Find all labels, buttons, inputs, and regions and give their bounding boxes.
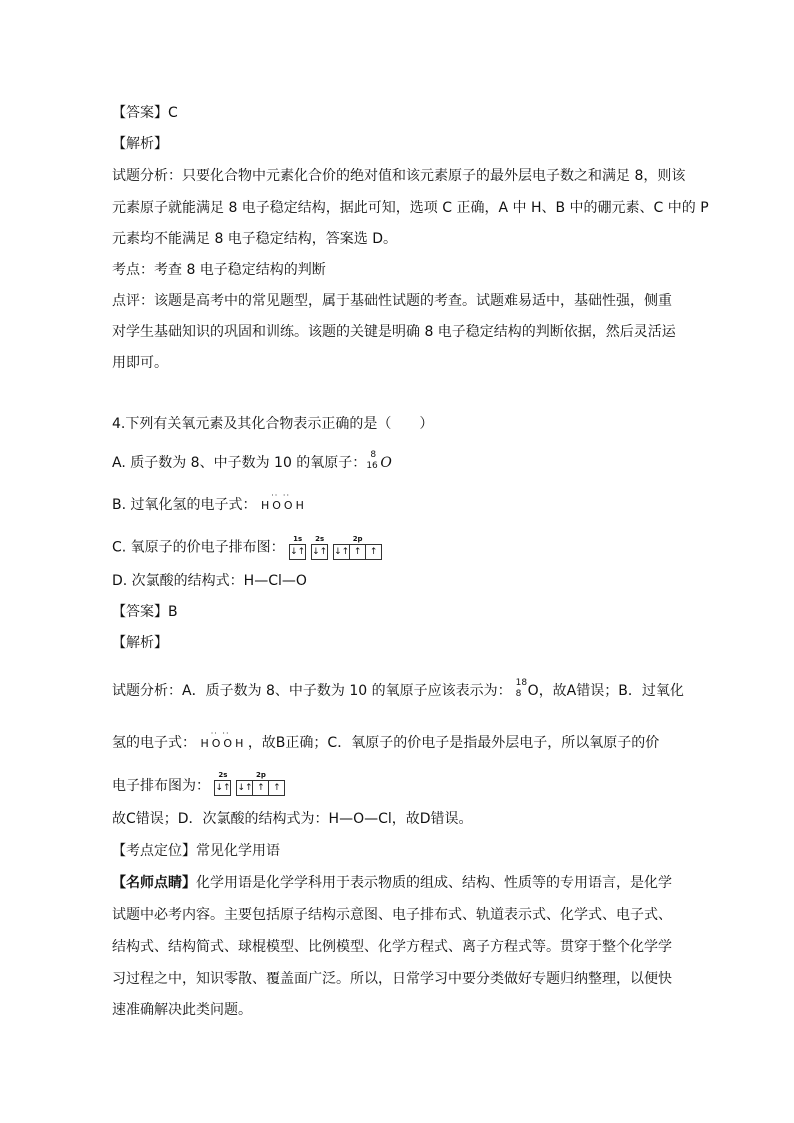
orbital-label-2p: 2p	[352, 535, 363, 543]
ef-atom-o2: ·· O	[282, 491, 293, 512]
orbital-box: ↑	[350, 545, 366, 559]
nuclide-notation-correct	[512, 678, 528, 701]
q4-mingshi-line-5: 速准确解决此类问题。	[112, 1002, 252, 1018]
q3-dianping-line-1: 点评：该题是高考中的常见题型，属于基础性试题的考查。试题难易适中，基础性强，侧重	[112, 293, 672, 309]
q4-stem: 4.下列有关氧元素及其化合物表示正确的是（ ）	[112, 416, 434, 432]
ef-atom-o2: ·· O	[222, 729, 233, 750]
exp1-text: 试题分析：A．质子数为 8、中子数为 10 的氧原子应该表示为：	[112, 683, 512, 699]
ef-atom-h2: H	[295, 499, 304, 512]
atomic-number-bottom: 8	[515, 689, 522, 699]
q3-kaodian: 考点：考查 8 电子稳定结构的判断	[112, 262, 326, 278]
element-symbol: O	[527, 683, 539, 699]
orbital-box: ↓↑	[237, 783, 253, 793]
q4-kaodian: 【考点定位】常见化学用语	[112, 843, 280, 859]
nuclide-notation	[366, 450, 380, 473]
orbital-diagram-explanation	[214, 771, 285, 796]
orbital-box: ↑	[369, 547, 378, 557]
ef-atom-o1: ·· O	[271, 491, 281, 512]
q4-option-c-text: C. 氧原子的价电子排布图：	[112, 539, 285, 556]
orbital-box: ↓↑	[290, 547, 306, 557]
q4-mingshi-line-2: 试题中必考内容。主要包括原子结构示意图、电子排布式、轨道表示式、化学式、电子式、	[112, 907, 672, 923]
exp3-head: 电子排布图为：	[112, 778, 210, 794]
q4-explanation-line-2	[112, 729, 660, 754]
orbital-box: ↓↑	[312, 547, 328, 557]
orbital-label-1s: 1s	[293, 535, 303, 543]
q3-answer: 【答案】C	[112, 105, 178, 121]
ef-atom-o1: ·· O	[210, 729, 221, 750]
q4-option-c	[112, 535, 382, 560]
orbital-box: ↓↑	[334, 547, 350, 557]
q4-explanation-line-3	[112, 771, 285, 796]
q4-explanation-line-1	[112, 678, 684, 701]
exp2-head: 氢的电子式：	[112, 735, 196, 751]
ef-atom-h2: H	[235, 737, 244, 750]
mass-number-bottom: 16	[366, 461, 378, 471]
q4-option-d: D. 次氯酸的结构式：H—Cl—O	[112, 573, 307, 589]
orbital-label-2s: 2s	[315, 535, 325, 543]
ef-atom-h1: H	[260, 499, 270, 512]
q4-mingshi-line-3: 结构式、结构简式、球棍模型、比例模型、化学方程式、离子方程式等。贯穿于整个化学学	[112, 939, 672, 955]
q3-dianping-line-2: 对学生基础知识的巩固和训练。该题的关键是明确 8 电子稳定结构的判断依据，然后灵活运	[112, 324, 676, 340]
element-symbol: O	[380, 455, 392, 471]
orbital-box: ↓↑	[215, 783, 231, 793]
exp1-tail: ，故A错误；B．过氧化	[538, 683, 684, 699]
q3-analysis-header: 【解析】	[112, 136, 168, 152]
exp2-tail: ，故B正确；C．氧原子的价电子是指最外层电子，所以氧原子的价	[247, 735, 660, 751]
orbital-box: ↑	[253, 781, 269, 795]
orbital-box: ↑	[273, 783, 281, 793]
q4-option-b-text: B. 过氧化氢的电子式：	[112, 497, 257, 513]
q4-mingshi-line-4: 习过程之中，知识零散、覆盖面广泛。所以，日常学习中要分类做好专题归纳整理，以便快	[112, 971, 672, 987]
ef-atom-h1: H	[200, 737, 209, 750]
q3-analysis-line-1: 试题分析：只要化合物中元素化合价的绝对值和该元素原子的最外层电子数之和满足 8，则该	[112, 168, 686, 184]
q3-analysis-line-2: 元素原子就能满足 8 电子稳定结构，据此可知，选项 C 正确，A 中 H、B 中的硼元素、C 中的 P	[112, 200, 709, 216]
electron-formula-explanation	[200, 729, 244, 754]
q4-analysis-header: 【解析】	[112, 635, 168, 651]
q4-mingshi-line-1	[112, 873, 672, 893]
q3-analysis-line-3: 元素均不能满足 8 电子稳定结构，答案选 D。	[112, 231, 398, 247]
mass-number-top: 8	[370, 450, 377, 460]
orbital-diagram-c	[289, 535, 382, 560]
orbital-label-2s: 2s	[218, 771, 228, 779]
q3-dianping-line-3: 用即可。	[112, 355, 168, 371]
orbital-label-2p: 2p	[256, 771, 266, 779]
q4-answer: 【答案】B	[112, 604, 178, 620]
mingshi-label: 【名师点睛】	[112, 875, 196, 891]
q4-option-a	[112, 450, 392, 473]
q4-explanation-line-4: 故C错误；D．次氯酸的结构式为：H—O—Cl，故D错误。	[112, 811, 473, 827]
q4-option-b	[112, 491, 304, 516]
mingshi-text-1: 化学用语是化学学科用于表示物质的组成、结构、性质等的专用语言，是化学	[196, 875, 672, 891]
q4-option-a-text: A. 质子数为 8、中子数为 10 的氧原子：	[112, 455, 367, 471]
mass-number-top: 18	[515, 678, 528, 688]
electron-formula-b	[260, 491, 304, 516]
